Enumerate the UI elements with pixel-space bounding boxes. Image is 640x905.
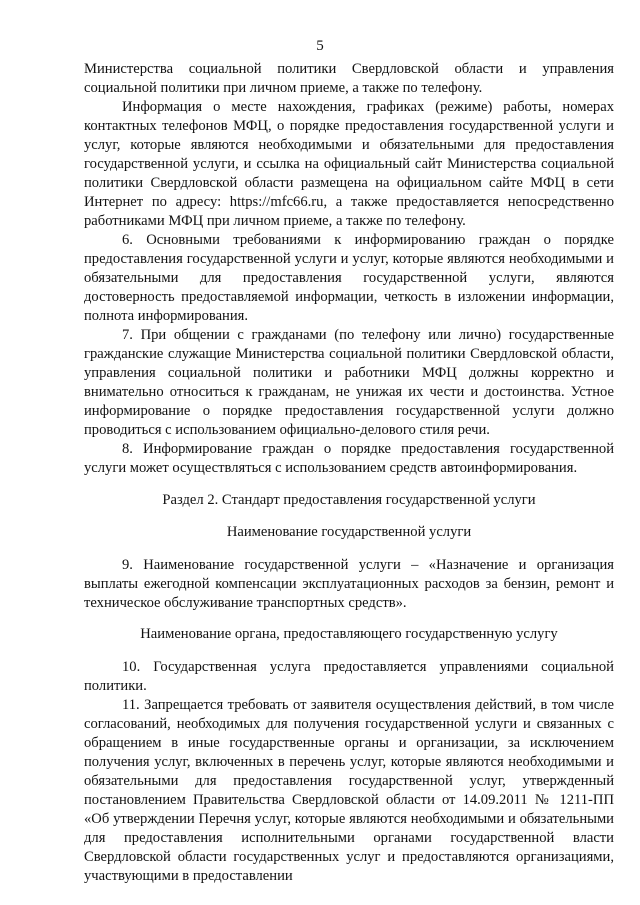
document-body: [84, 60, 614, 886]
paragraph-11: 11. Запрещается требовать от заявителя осуществления действий, в том числе согласований, необходимых для получения государственной услуги и связанных с обращением в иные государственные органы и организации, за исключением получения услуг, включенных в перечень услуг, которые являются необходимыми и обязательными для предоставления государственной услуг, утвержденный постановлением Правительства Свердловской области от 14.09.2011 № 1211-ПП «Об утверждении Перечня услуг, которые являются необходимыми и обязательными для предоставления исполнительными органами государственной власти Свердловской области государственных услуг и предоставляются организациями, участвующими в предоставлении: [84, 697, 614, 884]
page-number: 5: [316, 38, 324, 54]
paragraph-7: 7. При общении с гражданами (по телефону или лично) государственные гражданские служащие Министерства социальной политики Свердловской области, управления социальной политики и работники МФЦ должны корректно и внимательно относиться к гражданам, не унижая их чести и достоинства. Устное информирование о порядке предоставления государственной услуги должно проводиться с использованием официально-делового стиля речи.: [84, 327, 614, 438]
paragraph-9: 9. Наименование государственной услуги – «Назначение и организация выплаты ежегодной компенсации эксплуатационных расходов за бензин, ремонт и техническое обслуживание транспортных средств».: [84, 557, 614, 611]
subheading-service-name: Наименование государственной услуги: [226, 524, 472, 540]
paragraph-10: 10. Государственная услуга предоставляется управлениями социальной политики.: [84, 659, 614, 694]
paragraph-6: 6. Основными требованиями к информированию граждан о порядке предоставления государственной услуги и услуг, которые являются необходимыми и обязательными для предоставления государственной услуги, являются достоверность предоставляемой информации, четкость в изложении информации, полнота информирования.: [84, 232, 614, 324]
subheading-service-provider: Наименование органа, предоставляющего государственную услугу: [140, 626, 558, 642]
paragraph-mfc-info: Информация о месте нахождения, графиках (режиме) работы, номерах контактных телефонов МФЦ, о порядке предоставления государственной услуги и услуг, которые являются необходимыми и обязательными для предоставления государственной услуги, и ссылка на официальный сайт Министерства социальной политики Свердловской области размещена на официальном сайте МФЦ в сети Интернет по адресу: https://mfc66.ru, а также предоставляется непосредственно работниками МФЦ при личном приеме, а также по телефону.: [84, 99, 614, 229]
section-2-title: Раздел 2. Стандарт предоставления государственной услуги: [162, 492, 536, 508]
paragraph-8: 8. Информирование граждан о порядке предоставления государственной услуги может осуществляться с использованием средств автоинформирования.: [84, 441, 614, 476]
paragraph-continuation: Министерства социальной политики Свердловской области и управления социальной политики при личном приеме, а также по телефону.: [84, 61, 614, 96]
